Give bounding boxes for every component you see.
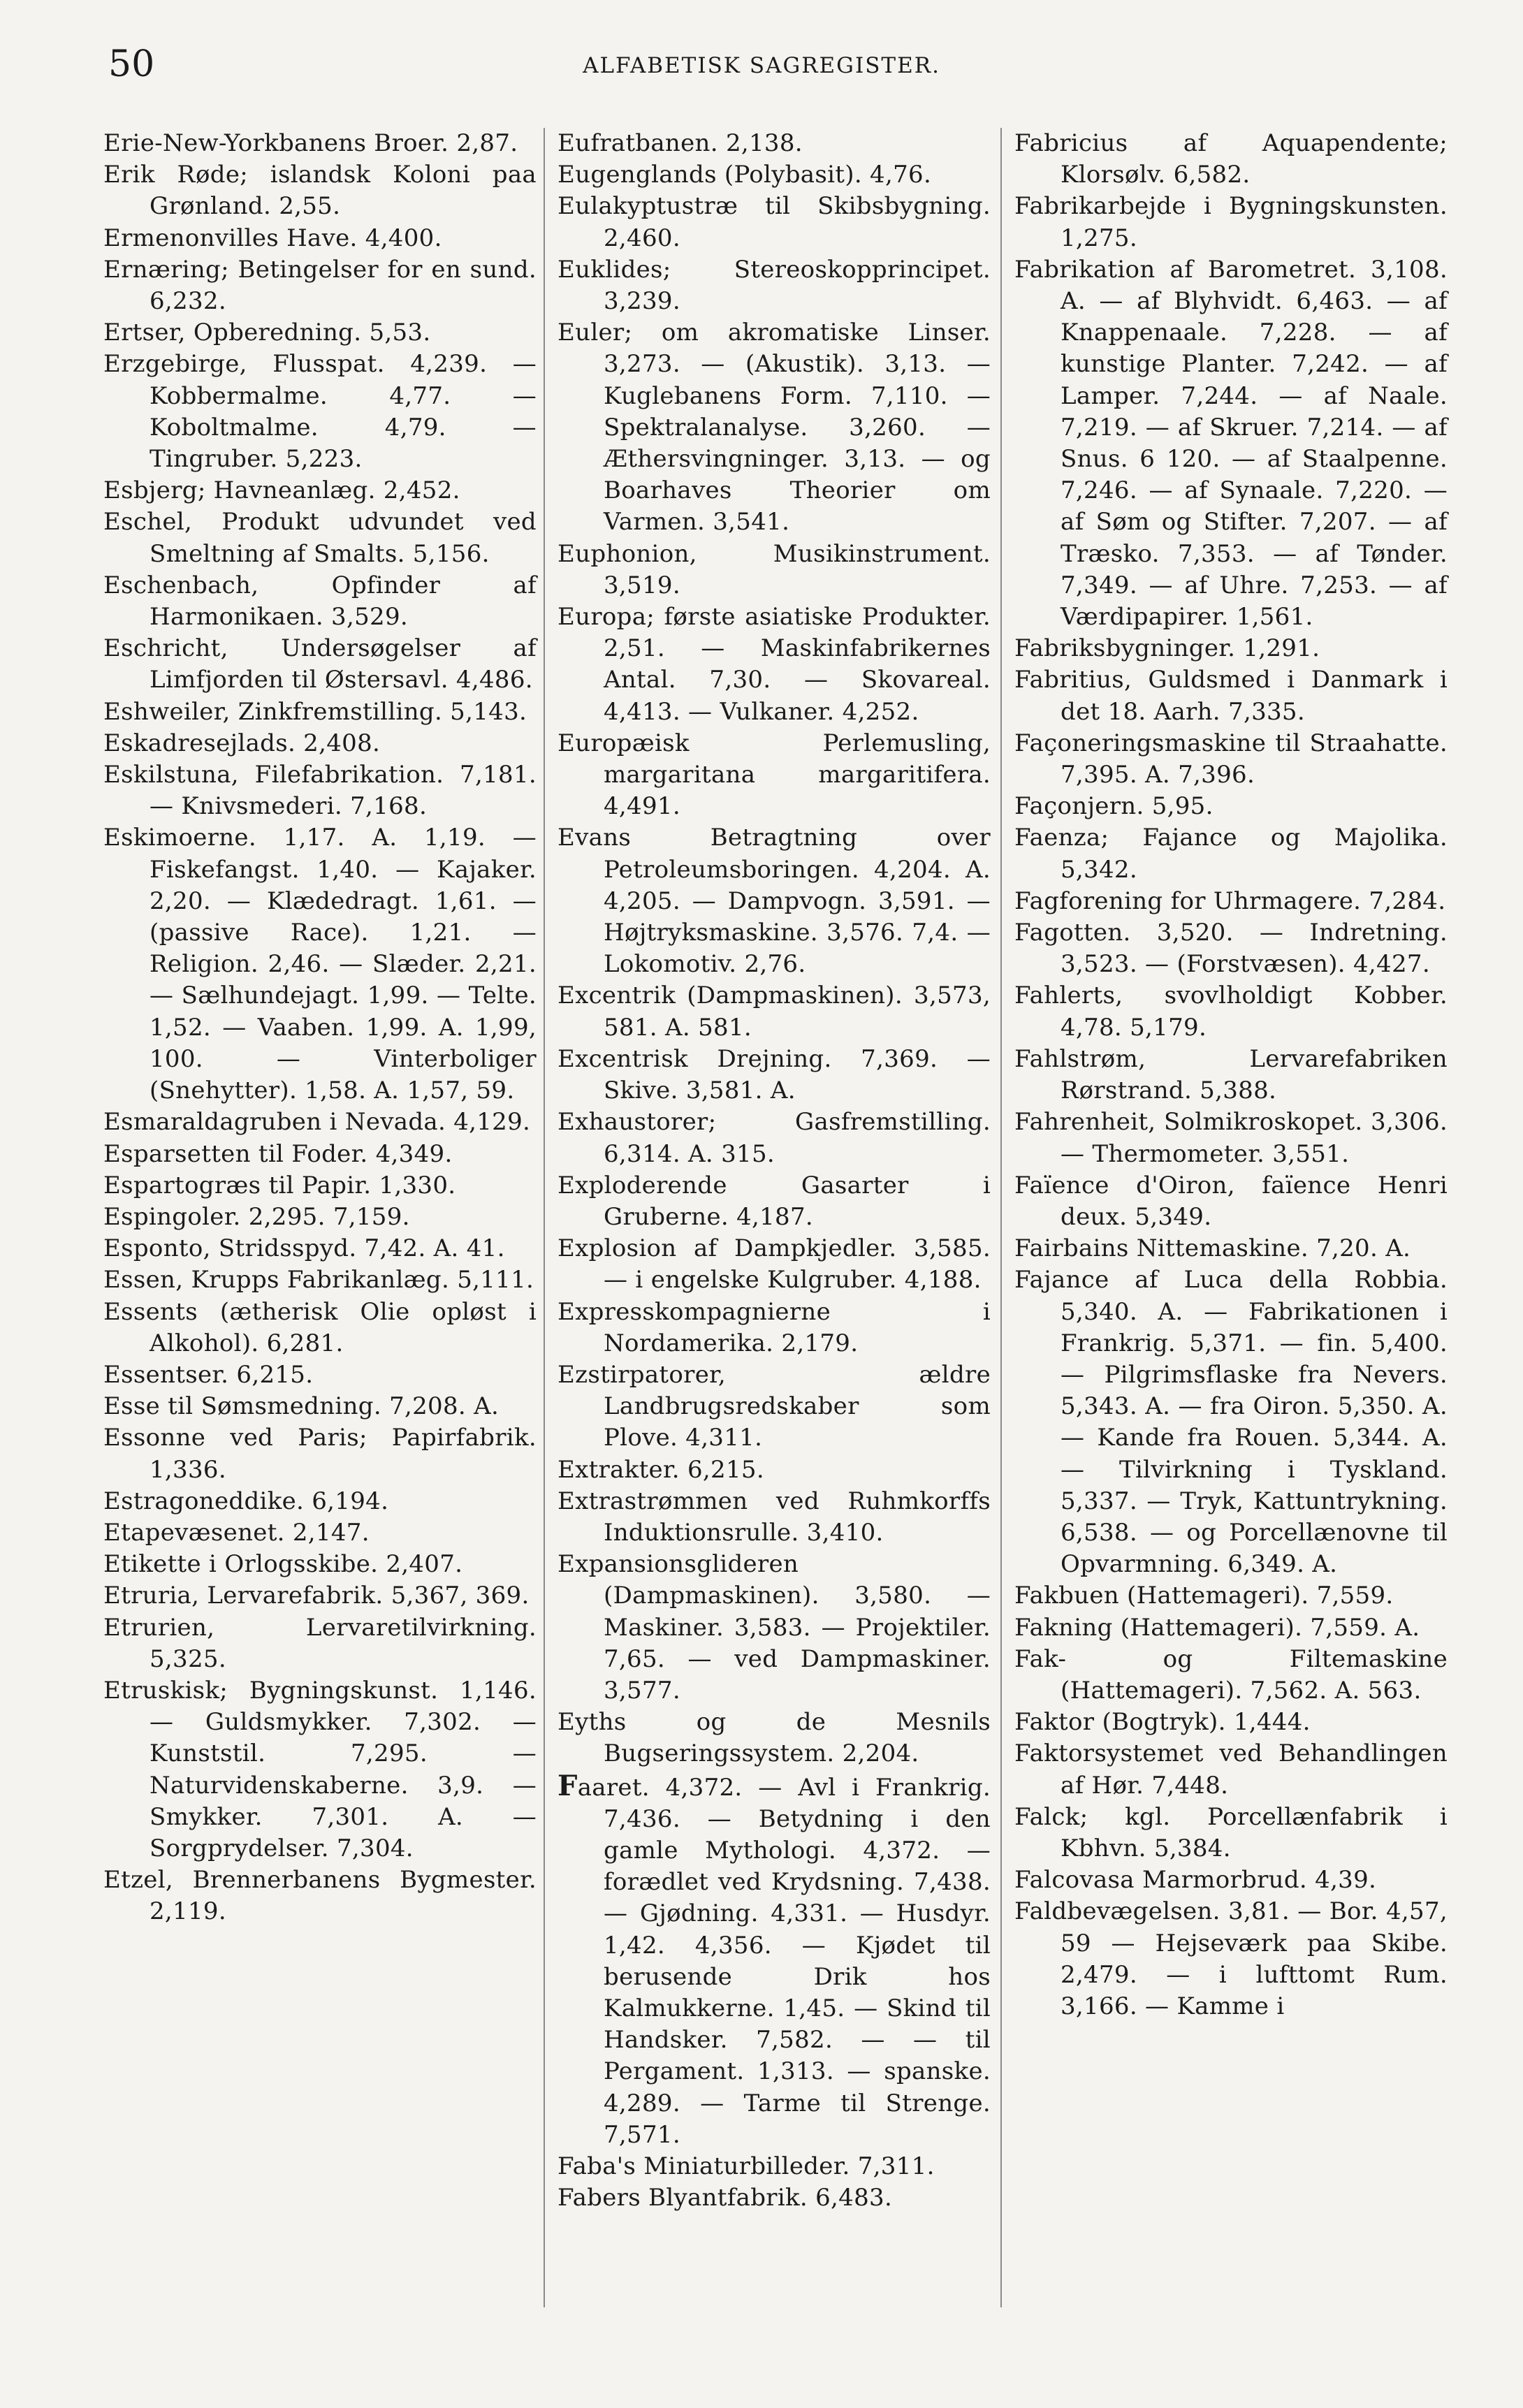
index-entry: Eskilstuna, Filefabrikation. 7,181. — Knivsmederi. 7,168. bbox=[103, 761, 537, 821]
index-entry: Essents (ætherisk Olie opløst i Alkohol). 6,281. bbox=[103, 1297, 537, 1357]
index-entry: Essonne ved Paris; Papirfabrik. 1,336. bbox=[103, 1424, 537, 1484]
index-entry: Etikette i Orlogsskibe. 2,407. bbox=[103, 1550, 463, 1579]
index-entry: Fagforening for Uhrmagere. 7,284. bbox=[1014, 886, 1446, 915]
index-entry: Euphonion, Musikinstrument. 3,519. bbox=[558, 539, 991, 599]
index-entry: Fabrikarbejde i Bygningskunsten. 1,275. bbox=[1014, 192, 1448, 252]
index-entry: Expresskompagnierne i Nordamerika. 2,179. bbox=[558, 1297, 991, 1357]
index-entry: Eshweiler, Zinkfremstilling. 5,143. bbox=[103, 697, 527, 726]
index-entry: Exploderende Gasarter i Gruberne. 4,187. bbox=[558, 1171, 991, 1231]
index-entry: Etapevæsenet. 2,147. bbox=[103, 1518, 370, 1547]
column-rule bbox=[1000, 128, 1002, 2307]
index-entry: Evans Betragtning over Petroleumsboringen. 4,204. A. 4,205. — Dampvogn. 3,591. — Højtryksmaskine. 3,576. 7,4. — Lokomotiv. 2,76. bbox=[558, 824, 991, 979]
index-column-2 bbox=[558, 128, 991, 2214]
index-entry: Eskimoerne. 1,17. A. 1,19. — Fiskefangst. 1,40. — Kajaker. 2,20. — Klædedragt. 1,61. — (passive Race). 1,21. — Religion. 2,46. — Slæder. 2,21. — Sælhundejagt. 1,99. — Telte. 1,52. — Vaaben. 1,99. A. 1,99, 100. — Vinterboliger (Snehytter). 1,58. A. 1,57, 59. bbox=[103, 824, 537, 1105]
index-column-3 bbox=[1014, 128, 1448, 2022]
index-entry: Essen, Krupps Fabrikanlæg. 5,111. bbox=[103, 1266, 534, 1294]
index-entry: Fahrenheit, Solmikroskopet. 3,306. — Thermometer. 3,551. bbox=[1014, 1108, 1448, 1168]
column-rule bbox=[544, 128, 545, 2307]
index-entry: Erie-New-Yorkbanens Broer. 2,87. bbox=[103, 129, 518, 157]
index-entry: Eulakyptustræ til Skibsbygning. 2,460. bbox=[558, 192, 991, 252]
index-entry: Esmaraldagruben i Nevada. 4,129. bbox=[103, 1108, 531, 1137]
index-entry: Ernæring; Betingelser for en sund. 6,232. bbox=[103, 255, 537, 316]
index-entry: Fabricius af Aquapendente; Klorsølv. 6,582. bbox=[1014, 129, 1448, 189]
index-entry: Eyths og de Mesnils Bugseringssystem. 2,204. bbox=[558, 1708, 991, 1768]
index-entry: Falck; kgl. Porcellænfabrik i Kbhvn. 5,384. bbox=[1014, 1802, 1448, 1862]
index-entry: Europa; første asiatiske Produkter. 2,51. — Maskinfabrikernes Antal. 7,30. — Skovareal. 4,413. — Vulkaner. 4,252. bbox=[558, 603, 991, 726]
index-entry: Euler; om akromatiske Linser. 3,273. — (Akustik). 3,13. — Kuglebanens Form. 7,110. — Spektralanalyse. 3,260. — Æthersvingninger. 3,13. — og Boarhaves Theorier om Varmen. 3,541. bbox=[558, 319, 991, 537]
index-entry: Fagotten. 3,520. — Indretning. 3,523. — (Forstvæsen). 4,427. bbox=[1014, 919, 1448, 979]
index-entry: Faktor (Bogtryk). 1,444. bbox=[1014, 1708, 1311, 1737]
index-entry: Eschricht, Undersøgelser af Limfjorden til Østersavl. 4,486. bbox=[103, 634, 537, 694]
index-entry: Fakning (Hattemageri). 7,559. A. bbox=[1014, 1613, 1420, 1642]
index-entry: Fajance af Luca della Robbia. 5,340. A. — Fabrikationen i Frankrig. 5,371. — fin. 5,400. — Pilgrimsflaske fra Nevers. 5,343. A. — fra Oiron. 5,350. A. — Kande fra Rouen. 5,344. A. — Tilvirkning i Tyskland. 5,337. — Tryk, Kattuntrykning. 6,538. — og Porcellænovne til Opvarmning. 6,349. A. bbox=[1014, 1266, 1448, 1579]
index-entry: Faktorsystemet ved Behandlingen af Hør. 7,448. bbox=[1014, 1739, 1448, 1800]
running-head: ALFABETISK SAGREGISTER. bbox=[583, 53, 940, 78]
index-entry: Faldbevægelsen. 3,81. — Bor. 4,57, 59 — Hejseværk paa Skibe. 2,479. — i lufttomt Rum. 3,166. — Kamme i bbox=[1014, 1897, 1448, 2020]
index-entry: Fabritius, Guldsmed i Danmark i det 18. Aarh. 7,335. bbox=[1014, 666, 1448, 726]
index-entry: Etzel, Brennerbanens Bygmester. 2,119. bbox=[103, 1866, 537, 1926]
index-entry: Extrakter. 6,215. bbox=[558, 1455, 764, 1484]
index-entry: Fabers Blyantfabrik. 6,483. bbox=[558, 2184, 893, 2212]
index-entry: Excentrik (Dampmaskinen). 3,573, 581. A. 581. bbox=[558, 982, 991, 1042]
index-entry: Ertser, Opberedning. 5,53. bbox=[103, 319, 431, 347]
index-entry: Faba's Miniaturbilleder. 7,311. bbox=[558, 2152, 935, 2180]
entry-text: aaret. 4,372. — Avl i Frankrig. 7,436. — Betydning i den gamle Mythologi. 4,372. — forædlet ved Krydsning. 7,438. — Gjødning. 4,331. — Husdyr. 1,42. 4,356. — Kjødet til berusende Drik hos Kalmukkerne. 1,45. — Skind til Handsker. 7,582. — — til Pergament. 1,313. — spanske. 4,289. — Tarme til Strenge. 7,571. bbox=[577, 1773, 991, 2149]
index-column-1 bbox=[103, 128, 537, 1928]
dropcap: F bbox=[558, 1769, 578, 1802]
index-entry: Façonjern. 5,95. bbox=[1014, 792, 1214, 821]
index-entry: Fakbuen (Hattemageri). 7,559. bbox=[1014, 1582, 1394, 1610]
index-entry: Excentrisk Drejning. 7,369. — Skive. 3,581. A. bbox=[558, 1044, 991, 1105]
index-entry: Eugenglands (Polybasit). 4,76. bbox=[558, 161, 932, 189]
index-entry: Extrastrømmen ved Ruhmkorffs Induktionsrulle. 3,410. bbox=[558, 1487, 991, 1547]
index-entry: Espingoler. 2,295. 7,159. bbox=[103, 1202, 410, 1231]
index-entry: Etrurien, Lervaretilvirkning. 5,325. bbox=[103, 1613, 537, 1673]
index-entry: Eskadresejlads. 2,408. bbox=[103, 729, 381, 757]
index-entry: Ezstirpatorer, ældre Landbrugsredskaber som Plove. 4,311. bbox=[558, 1360, 991, 1452]
index-entry: Erik Røde; islandsk Koloni paa Grønland. 2,55. bbox=[103, 161, 537, 221]
index-entry: Faenza; Fajance og Majolika. 5,342. bbox=[1014, 824, 1448, 884]
index-entry: Expansionsglideren (Dampmaskinen). 3,580. — Maskiner. 3,583. — Projektiler. 7,65. — ved Dampmaskiner. 3,577. bbox=[558, 1550, 991, 1705]
index-entry: Esponto, Stridsspyd. 7,42. A. 41. bbox=[103, 1234, 505, 1263]
index-entry: Essentser. 6,215. bbox=[103, 1360, 314, 1389]
index-entry: Fabrikation af Barometret. 3,108. A. — af Blyhvidt. 6,463. — af Knappenaale. 7,228. — af kunstige Planter. 7,242. — af Lamper. 7,244. — af Naale. 7,219. — af Skruer. 7,214. — af Snus. 6 120. — af Staalpenne. 7,246. — af Synaale. 7,220. — af Søm og Stifter. 7,207. — af Træsko. 7,353. — af Tønder. 7,349. — af Uhre. 7,253. — af Værdipapirer. 1,561. bbox=[1014, 255, 1448, 632]
index-entry: Etruria, Lervarefabrik. 5,367, 369. bbox=[103, 1582, 530, 1610]
index-entry: Eufratbanen. 2,138. bbox=[558, 129, 803, 157]
index-entry: Estragoneddike. 6,194. bbox=[103, 1487, 389, 1515]
index-entry: Falcovasa Marmorbrud. 4,39. bbox=[1014, 1866, 1377, 1895]
index-entry: Esparsetten til Foder. 4,349. bbox=[103, 1139, 453, 1168]
index-entry: Fabriksbygninger. 1,291. bbox=[1014, 634, 1320, 663]
page-number: 50 bbox=[108, 43, 155, 85]
index-entry: Ermenonvilles Have. 4,400. bbox=[103, 224, 442, 252]
index-entry: Eschenbach, Opfinder af Harmonikaen. 3,529. bbox=[103, 571, 537, 632]
index-entry: Eschel, Produkt udvundet ved Smeltning af Smalts. 5,156. bbox=[103, 508, 537, 568]
index-entry: Fairbains Nittemaskine. 7,20. A. bbox=[1014, 1234, 1411, 1263]
index-entry: Esbjerg; Havneanlæg. 2,452. bbox=[103, 476, 460, 505]
index-entry: Faïence d'Oiron, faïence Henri deux. 5,349. bbox=[1014, 1171, 1448, 1231]
index-entry: Fahlerts, svovlholdigt Kobber. 4,78. 5,179. bbox=[1014, 982, 1448, 1042]
index-entry: Exhaustorer; Gasfremstilling. 6,314. A. 315. bbox=[558, 1108, 991, 1168]
index-entry: Fak- og Filtemaskine (Hattemageri). 7,562. A. 563. bbox=[1014, 1644, 1448, 1705]
index-entry: Espartogræs til Papir. 1,330. bbox=[103, 1171, 456, 1199]
index-entry: Erzgebirge, Flusspat. 4,239. — Kobbermalme. 4,77. — Koboltmalme. 4,79. — Tingruber. 5,223. bbox=[103, 350, 537, 474]
index-entry: Fahlstrøm, Lervarefabriken Rørstrand. 5,388. bbox=[1014, 1044, 1448, 1105]
index-entry: Façoneringsmaskine til Straahatte. 7,395. A. 7,396. bbox=[1014, 729, 1448, 789]
index-entry-faaret bbox=[558, 1770, 991, 2151]
index-entry: Esse til Sømsmedning. 7,208. A. bbox=[103, 1392, 500, 1421]
index-entry: Etruskisk; Bygningskunst. 1,146. — Guldsmykker. 7,302. — Kunststil. 7,295. — Naturvidenskaberne. 3,9. — Smykker. 7,301. A. — Sorgprydelser. 7,304. bbox=[103, 1676, 537, 1862]
index-entry: Europæisk Perlemusling, margaritana margaritifera. 4,491. bbox=[558, 729, 991, 821]
index-entry: Explosion af Dampkjedler. 3,585. — i engelske Kulgruber. 4,188. bbox=[558, 1234, 991, 1294]
index-entry: Euklides; Stereoskopprincipet. 3,239. bbox=[558, 255, 991, 316]
